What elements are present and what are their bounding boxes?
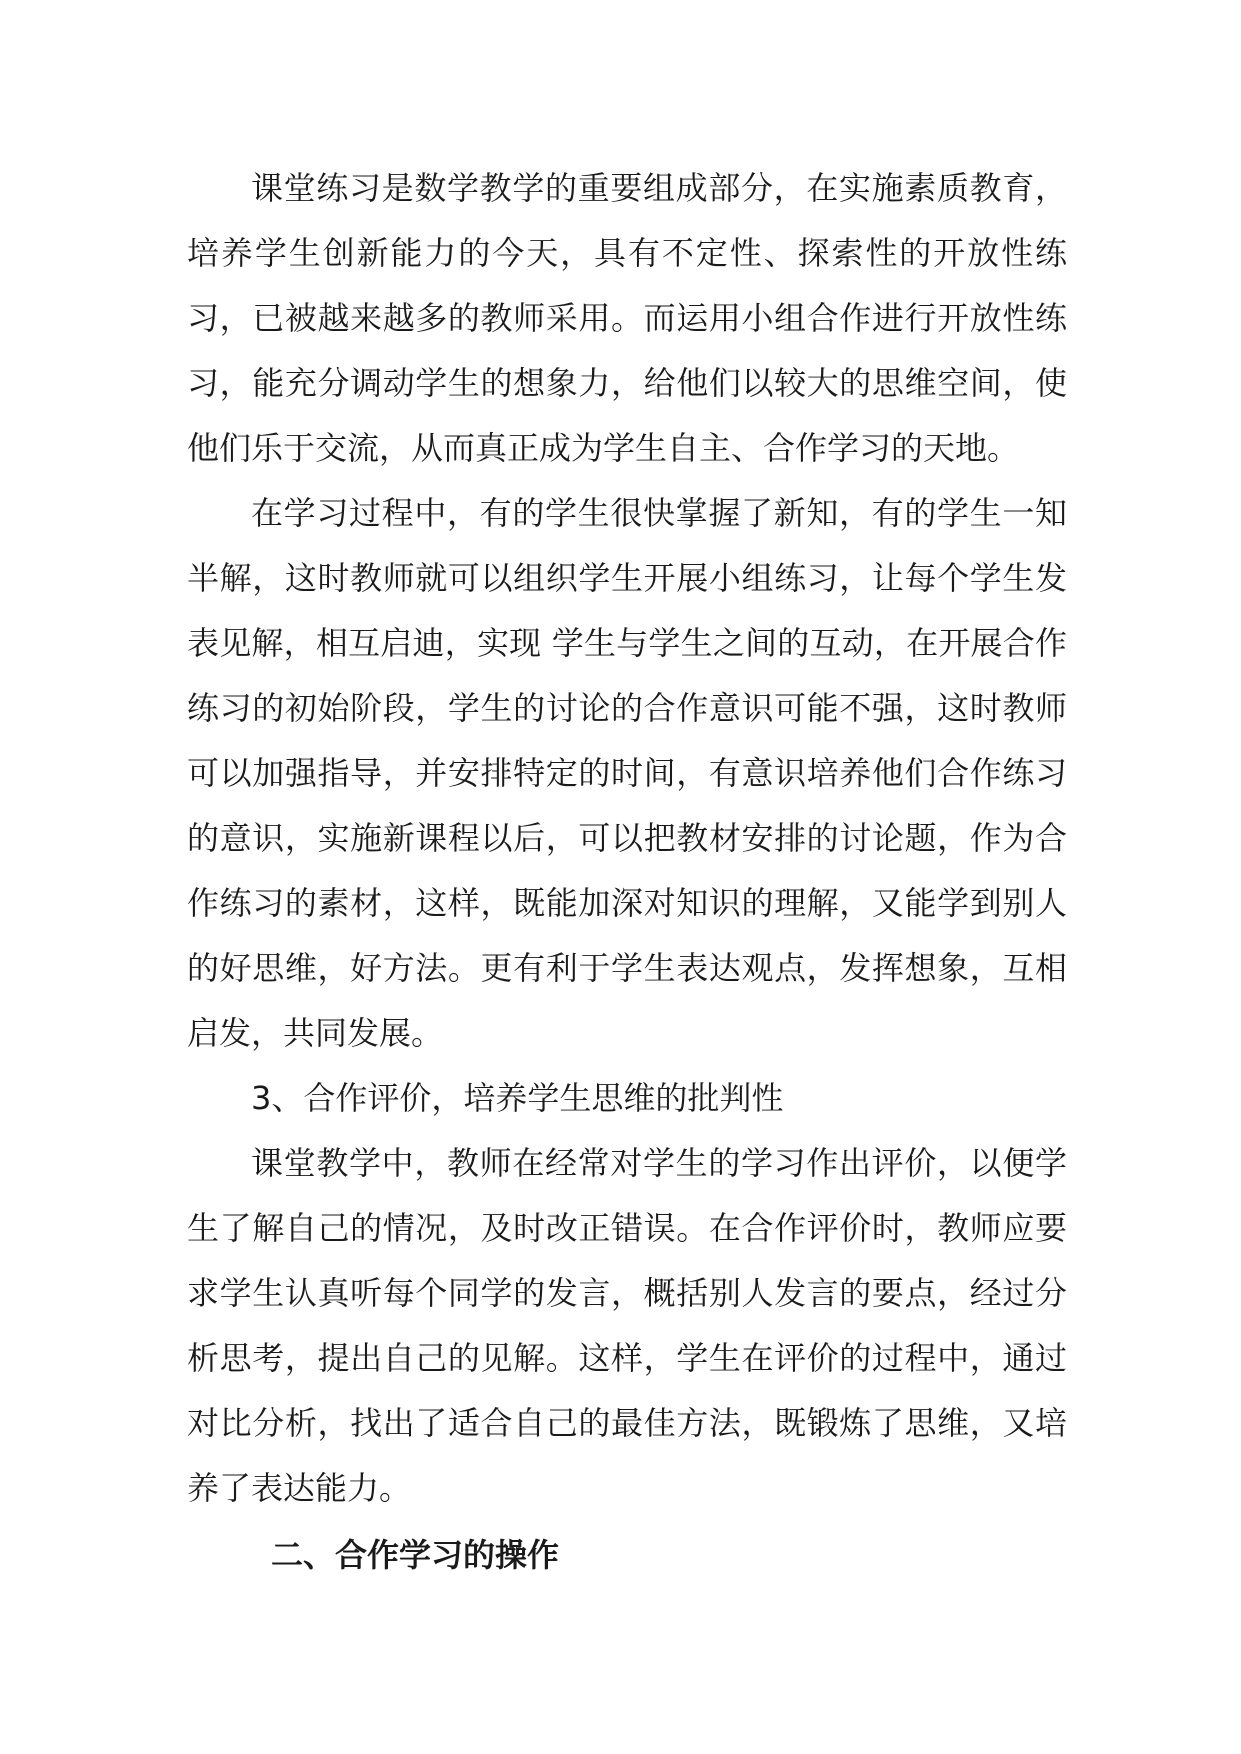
subheading-cooperative-evaluation: 3、合作评价，培养学生思维的批判性 [251, 1079, 784, 1117]
document-body [187, 156, 1067, 1589]
paragraph-practice: 课堂练习是数学教学的重要组成部分，在实施素质教育，培养学生创新能力的今天，具有不定性、探索性的开放性练习，已被越来越多的教师采用。而运用小组合作进行开放性练习，能充分调动学生的想象力，给他们以较大的思维空间，使他们乐于交流，从而真正成为学生自主、合作学习的天地。 [187, 169, 1067, 467]
paragraph-learning-process: 在学习过程中，有的学生很快掌握了新知，有的学生一知半解，这时教师就可以组织学生开展小组练习，让每个学生发表见解，相互启迪，实现 学生与学生之间的互动，在开展合作练习的初始阶段，学生的讨论的合作意识可能不强，这时教师可以加强指导，并安排特定的时间，有意识培养他们合作练习的意识，实施新课程以后，可以把教材安排的讨论题，作为合作练习的素材，这样，既能加深对知识的理解，又能学到别人的好思维，好方法。更有利于学生表达观点，发挥想象，互相启发，共同发展。 [187, 494, 1067, 1052]
section-heading: 二、合作学习的操作 [271, 1536, 560, 1574]
paragraph-evaluation: 课堂教学中，教师在经常对学生的学习作出评价，以便学生了解自己的情况，及时改正错误。在合作评价时，教师应要求学生认真听每个同学的发言，概括别人发言的要点，经过分析思考，提出自己的见解。这样，学生在评价的过程中，通过对比分析，找出了适合自己的最佳方法，既锻炼了思维，又培养了表达能力。 [187, 1144, 1067, 1507]
